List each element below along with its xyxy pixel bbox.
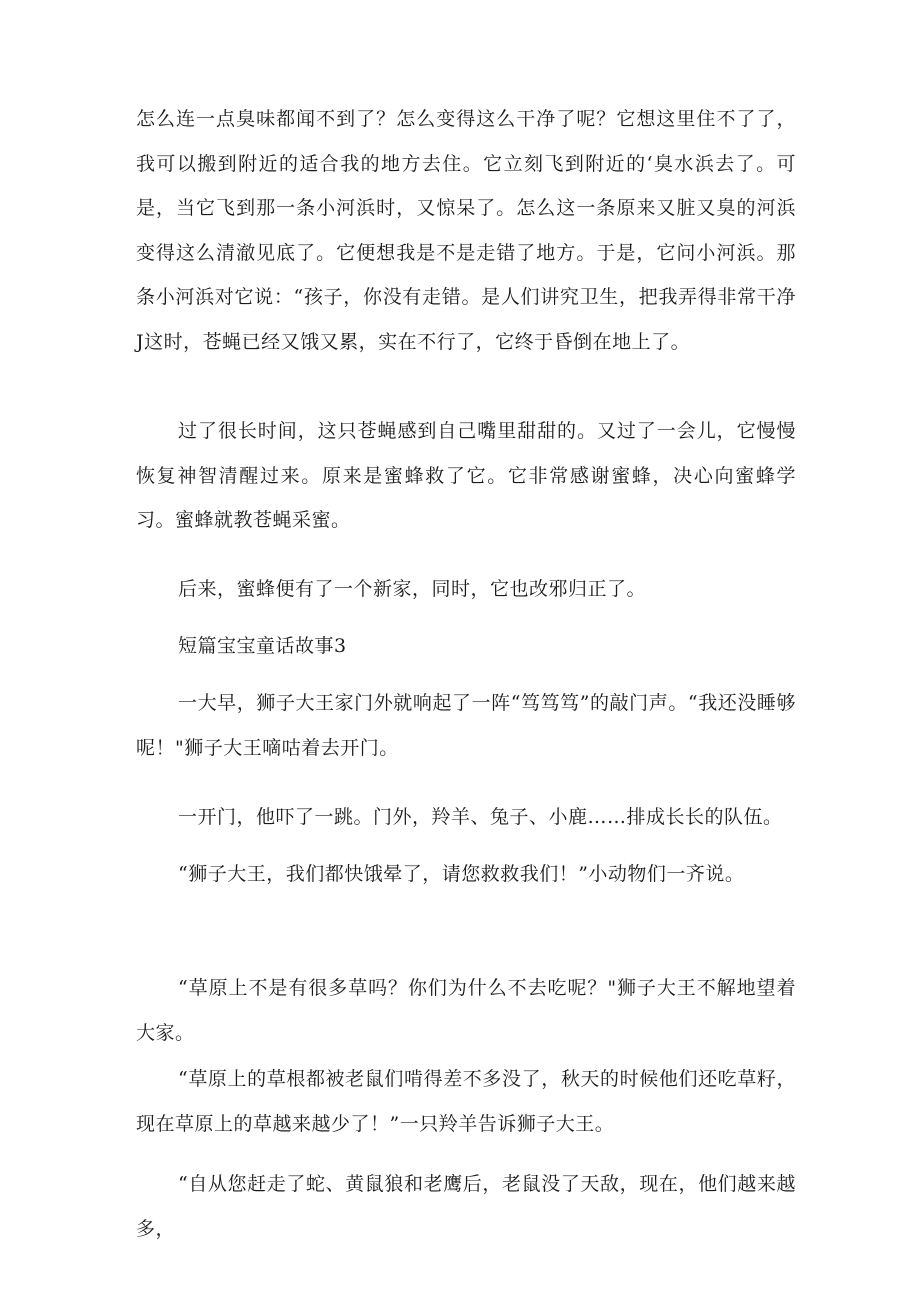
paragraph-8: “草原上的草根都被老鼠们啃得差不多没了，秋天的时候他们还吃草籽，现在草原上的草越来越少了！”一只羚羊告诉狮子大王。	[136, 1068, 796, 1135]
paragraph-2: 过了很长时间，这只苍蝇感到自己嘴里甜甜的。又过了一会儿，它慢慢恢复神智清醒过来。原来是蜜蜂救了它。它非常感谢蜜蜂，决心向蜜蜂学习。蜜蜂就教苍蝇采蜜。	[136, 420, 796, 531]
paragraph-6: “狮子大王，我们都快饿晕了，请您救救我们！”小动物们一齐说。	[178, 863, 745, 885]
paragraph-5: 一开门，他吓了一跳。门外，羚羊、兔子、小鹿……排成长长的队伍。	[178, 806, 783, 828]
paragraph-1: 怎么连一点臭味都闻不到了？怎么变得这么干净了呢？它想这里住不了了，我可以搬到附近的适合我的地方去住。它立刻飞到附近的‘臭水浜去了。可是，当它飞到那一条小河浜时，又惊呆了。怎么这一条原来又脏又臭的河浜变得这么清澈见底了。它便想我是不是走错了地方。于是，它问小河浜。那条小河浜对它说：“孩子，你没有走错。是人们讲究卫生，把我弄得非常干净J这时，苍蝇已经又饿又累，实在不行了，它终于昏倒在地上了。	[136, 108, 796, 353]
paragraph-9: “自从您赶走了蛇、黄鼠狼和老鹰后，老鼠没了天敌，现在，他们越来越多，	[136, 1173, 796, 1240]
paragraph-3: 后来，蜜蜂便有了一个新家，同时，它也改邪归正了。	[178, 578, 647, 600]
paragraph-4: 一大早，狮子大王家门外就响起了一阵“笃笃笃”的敲门声。“我还没睡够呢！"狮子大王嘀咕着去开门。	[136, 692, 796, 759]
paragraph-7: “草原上不是有很多草吗？你们为什么不去吃呢？"狮子大王不解地望着大家。	[136, 977, 796, 1044]
section-heading: 短篇宝宝童话故事3	[178, 635, 347, 657]
